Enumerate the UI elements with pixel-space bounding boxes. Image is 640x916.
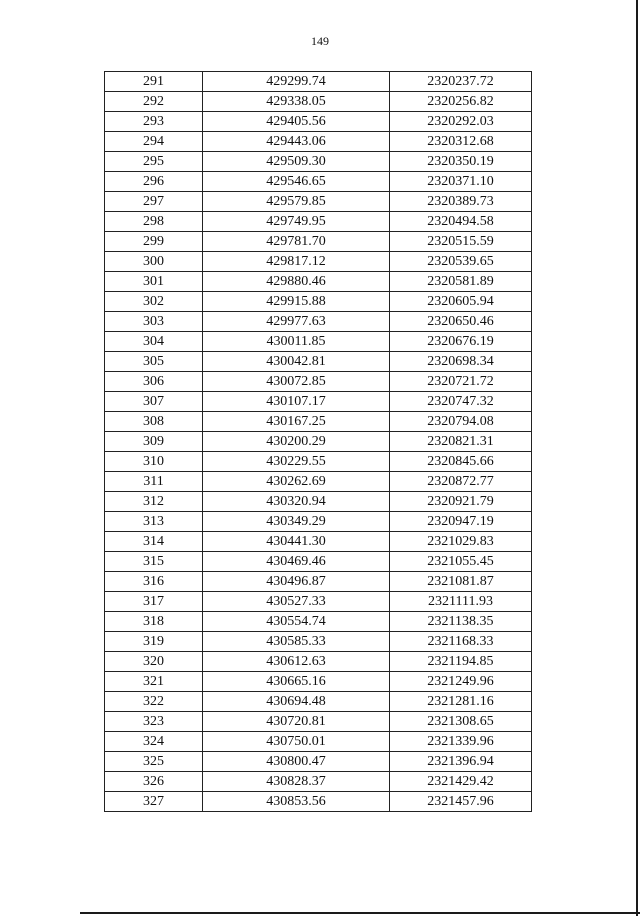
x-coordinate-cell: 430527.33 [203, 592, 390, 612]
point-number-cell: 306 [105, 372, 203, 392]
page-number: 149 [311, 34, 329, 48]
point-number-cell: 310 [105, 452, 203, 472]
y-coordinate-cell: 2321308.65 [390, 712, 532, 732]
y-coordinate-cell: 2321138.35 [390, 612, 532, 632]
point-number-cell: 323 [105, 712, 203, 732]
point-number-cell: 311 [105, 472, 203, 492]
x-coordinate-cell: 430750.01 [203, 732, 390, 752]
x-coordinate-cell: 429579.85 [203, 192, 390, 212]
y-coordinate-cell: 2320921.79 [390, 492, 532, 512]
point-number-cell: 314 [105, 532, 203, 552]
y-coordinate-cell: 2321111.93 [390, 592, 532, 612]
y-coordinate-cell: 2320581.89 [390, 272, 532, 292]
point-number-cell: 307 [105, 392, 203, 412]
y-coordinate-cell: 2321168.33 [390, 632, 532, 652]
x-coordinate-cell: 430828.37 [203, 772, 390, 792]
table-row [105, 452, 532, 472]
y-coordinate-cell: 2320821.31 [390, 432, 532, 452]
x-coordinate-cell: 430072.85 [203, 372, 390, 392]
y-coordinate-cell: 2320698.34 [390, 352, 532, 372]
x-coordinate-cell: 430011.85 [203, 332, 390, 352]
x-coordinate-cell: 430720.81 [203, 712, 390, 732]
table-row [105, 332, 532, 352]
table-row [105, 252, 532, 272]
table-row [105, 92, 532, 112]
table-row [105, 172, 532, 192]
point-number-cell: 313 [105, 512, 203, 532]
point-number-cell: 292 [105, 92, 203, 112]
table-row [105, 612, 532, 632]
scan-edge-right [636, 0, 638, 916]
x-coordinate-cell: 430349.29 [203, 512, 390, 532]
point-number-cell: 305 [105, 352, 203, 372]
x-coordinate-cell: 429299.74 [203, 72, 390, 92]
y-coordinate-cell: 2321429.42 [390, 772, 532, 792]
x-coordinate-cell: 430496.87 [203, 572, 390, 592]
y-coordinate-cell: 2320605.94 [390, 292, 532, 312]
table-row [105, 372, 532, 392]
x-coordinate-cell: 429749.95 [203, 212, 390, 232]
table-row [105, 392, 532, 412]
point-number-cell: 294 [105, 132, 203, 152]
x-coordinate-cell: 430441.30 [203, 532, 390, 552]
y-coordinate-cell: 2321194.85 [390, 652, 532, 672]
table-row [105, 472, 532, 492]
x-coordinate-cell: 429546.65 [203, 172, 390, 192]
y-coordinate-cell: 2320872.77 [390, 472, 532, 492]
table-row [105, 112, 532, 132]
table-row [105, 232, 532, 252]
table-row [105, 592, 532, 612]
table-row [105, 292, 532, 312]
table-row [105, 132, 532, 152]
y-coordinate-cell: 2321457.96 [390, 792, 532, 812]
point-number-cell: 300 [105, 252, 203, 272]
table-row [105, 792, 532, 812]
x-coordinate-cell: 429781.70 [203, 232, 390, 252]
y-coordinate-cell: 2321029.83 [390, 532, 532, 552]
point-number-cell: 308 [105, 412, 203, 432]
table-row [105, 712, 532, 732]
y-coordinate-cell: 2320539.65 [390, 252, 532, 272]
point-number-cell: 321 [105, 672, 203, 692]
y-coordinate-cell: 2320350.19 [390, 152, 532, 172]
table-row [105, 72, 532, 92]
y-coordinate-cell: 2321396.94 [390, 752, 532, 772]
y-coordinate-cell: 2321249.96 [390, 672, 532, 692]
y-coordinate-cell: 2321081.87 [390, 572, 532, 592]
x-coordinate-cell: 429338.05 [203, 92, 390, 112]
x-coordinate-cell: 429443.06 [203, 132, 390, 152]
y-coordinate-cell: 2320650.46 [390, 312, 532, 332]
table-row [105, 672, 532, 692]
x-coordinate-cell: 429817.12 [203, 252, 390, 272]
table-row [105, 492, 532, 512]
x-coordinate-cell: 429977.63 [203, 312, 390, 332]
table-row [105, 772, 532, 792]
x-coordinate-cell: 429405.56 [203, 112, 390, 132]
point-number-cell: 319 [105, 632, 203, 652]
x-coordinate-cell: 429915.88 [203, 292, 390, 312]
point-number-cell: 315 [105, 552, 203, 572]
table-row [105, 412, 532, 432]
x-coordinate-cell: 430229.55 [203, 452, 390, 472]
point-number-cell: 326 [105, 772, 203, 792]
table-row [105, 532, 532, 552]
point-number-cell: 296 [105, 172, 203, 192]
point-number-cell: 291 [105, 72, 203, 92]
y-coordinate-cell: 2320237.72 [390, 72, 532, 92]
table-row [105, 692, 532, 712]
table-row [105, 632, 532, 652]
point-number-cell: 317 [105, 592, 203, 612]
point-number-cell: 293 [105, 112, 203, 132]
point-number-cell: 304 [105, 332, 203, 352]
table-row [105, 432, 532, 452]
point-number-cell: 302 [105, 292, 203, 312]
x-coordinate-cell: 430554.74 [203, 612, 390, 632]
point-number-cell: 303 [105, 312, 203, 332]
table-row [105, 312, 532, 332]
y-coordinate-cell: 2320312.68 [390, 132, 532, 152]
point-number-cell: 324 [105, 732, 203, 752]
y-coordinate-cell: 2320721.72 [390, 372, 532, 392]
y-coordinate-cell: 2320256.82 [390, 92, 532, 112]
scan-edge-bottom [80, 912, 640, 914]
point-number-cell: 312 [105, 492, 203, 512]
y-coordinate-cell: 2320292.03 [390, 112, 532, 132]
x-coordinate-cell: 429880.46 [203, 272, 390, 292]
table-row [105, 552, 532, 572]
point-number-cell: 316 [105, 572, 203, 592]
y-coordinate-cell: 2321339.96 [390, 732, 532, 752]
coordinate-table [104, 71, 532, 812]
table-row [105, 352, 532, 372]
point-number-cell: 327 [105, 792, 203, 812]
table-row [105, 272, 532, 292]
x-coordinate-cell: 430320.94 [203, 492, 390, 512]
point-number-cell: 309 [105, 432, 203, 452]
x-coordinate-cell: 430167.25 [203, 412, 390, 432]
y-coordinate-cell: 2320676.19 [390, 332, 532, 352]
x-coordinate-cell: 430469.46 [203, 552, 390, 572]
point-number-cell: 298 [105, 212, 203, 232]
x-coordinate-cell: 430853.56 [203, 792, 390, 812]
x-coordinate-cell: 430200.29 [203, 432, 390, 452]
y-coordinate-cell: 2320494.58 [390, 212, 532, 232]
point-number-cell: 295 [105, 152, 203, 172]
point-number-cell: 301 [105, 272, 203, 292]
x-coordinate-cell: 430585.33 [203, 632, 390, 652]
x-coordinate-cell: 430800.47 [203, 752, 390, 772]
y-coordinate-cell: 2321055.45 [390, 552, 532, 572]
x-coordinate-cell: 429509.30 [203, 152, 390, 172]
y-coordinate-cell: 2321281.16 [390, 692, 532, 712]
y-coordinate-cell: 2320845.66 [390, 452, 532, 472]
point-number-cell: 318 [105, 612, 203, 632]
y-coordinate-cell: 2320389.73 [390, 192, 532, 212]
table-row [105, 152, 532, 172]
table-row [105, 752, 532, 772]
table-row [105, 572, 532, 592]
y-coordinate-cell: 2320515.59 [390, 232, 532, 252]
x-coordinate-cell: 430262.69 [203, 472, 390, 492]
point-number-cell: 320 [105, 652, 203, 672]
point-number-cell: 325 [105, 752, 203, 772]
table-row [105, 212, 532, 232]
x-coordinate-cell: 430107.17 [203, 392, 390, 412]
x-coordinate-cell: 430042.81 [203, 352, 390, 372]
point-number-cell: 299 [105, 232, 203, 252]
table-row [105, 192, 532, 212]
point-number-cell: 297 [105, 192, 203, 212]
y-coordinate-cell: 2320747.32 [390, 392, 532, 412]
table-row [105, 512, 532, 532]
x-coordinate-cell: 430612.63 [203, 652, 390, 672]
coordinate-table-body [105, 72, 532, 812]
y-coordinate-cell: 2320371.10 [390, 172, 532, 192]
x-coordinate-cell: 430694.48 [203, 692, 390, 712]
y-coordinate-cell: 2320947.19 [390, 512, 532, 532]
table-row [105, 732, 532, 752]
x-coordinate-cell: 430665.16 [203, 672, 390, 692]
point-number-cell: 322 [105, 692, 203, 712]
table-row [105, 652, 532, 672]
y-coordinate-cell: 2320794.08 [390, 412, 532, 432]
